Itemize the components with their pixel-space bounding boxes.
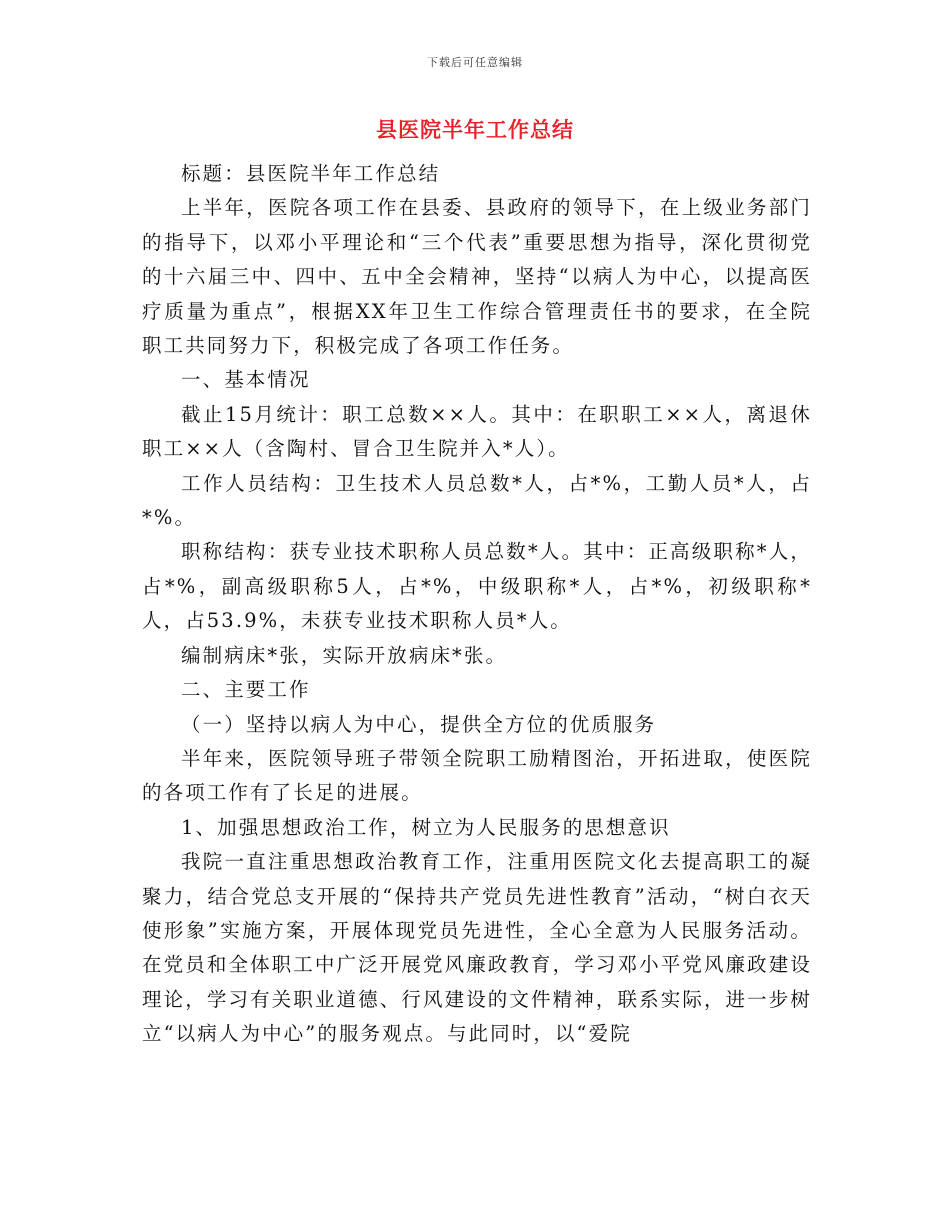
header-note: 下载后可任意编辑: [427, 56, 523, 69]
paragraph-progress: 半年来，医院领导班子带领全院职工励精图治，开拓进取，使医院的各项工作有了长足的进展。: [142, 746, 812, 805]
paragraph-heading-label: 标题：县医院半年工作总结: [181, 162, 441, 185]
paragraph-staff-count: 截止15月统计：职工总数××人。其中：在职职工××人，离退休职工××人（含陶村、冒合卫生院并入*人）。: [142, 402, 812, 461]
document-body: [142, 157, 812, 1052]
subsection-heading-1: （一）坚持以病人为中心，提供全方位的优质服务: [181, 712, 657, 736]
paragraph-title-structure: 职称结构：获专业技术职称人员总数*人。其中：正高级职称*人，占*%，副高级职称5人，占*%，中级职称*人，占*%，初级职称*人，占53.9%，未获专业技术职称人员*人。: [142, 540, 812, 633]
document-title: 县医院半年工作总结: [376, 118, 574, 142]
item-heading-1: 1、加强思想政治工作，树立为人民服务的思想意识: [181, 815, 671, 839]
section-heading-main-work: 二、主要工作: [181, 678, 311, 702]
paragraph-intro: 上半年，医院各项工作在县委、县政府的领导下，在上级业务部门的指导下，以邓小平理论和“三个代表”重要思想为指导，深化贯彻党的十六届三中、四中、五中全会精神，坚持“以病人为中心，以提高医疗质量为重点”，根据XX年卫生工作综合管理责任书的要求，在全院职工共同努力下，积极完成了各项工作任务。: [142, 196, 812, 358]
paragraph-beds: 编制病床*张，实际开放病床*张。: [181, 643, 508, 667]
paragraph-political-work: 我院一直注重思想政治教育工作，注重用医院文化去提高职工的凝聚力，结合党总支开展的“保持共产党员先进性教育”活动，“树白衣天使形象”实施方案，开展体现党员先进性，全心全意为人民服务活动。在党员和全体职工中广泛开展党风廉政教育，学习邓小平党风廉政建设理论，学习有关职业道德、行风建设的文件精神，联系实际，进一步树立“以病人为中心”的服务观点。与此同时，以“爱院: [142, 850, 812, 1046]
section-heading-basic: 一、基本情况: [181, 368, 311, 392]
paragraph-staff-structure: 工作人员结构：卫生技术人员总数*人，占*%，工勤人员*人，占*%。: [142, 471, 812, 530]
